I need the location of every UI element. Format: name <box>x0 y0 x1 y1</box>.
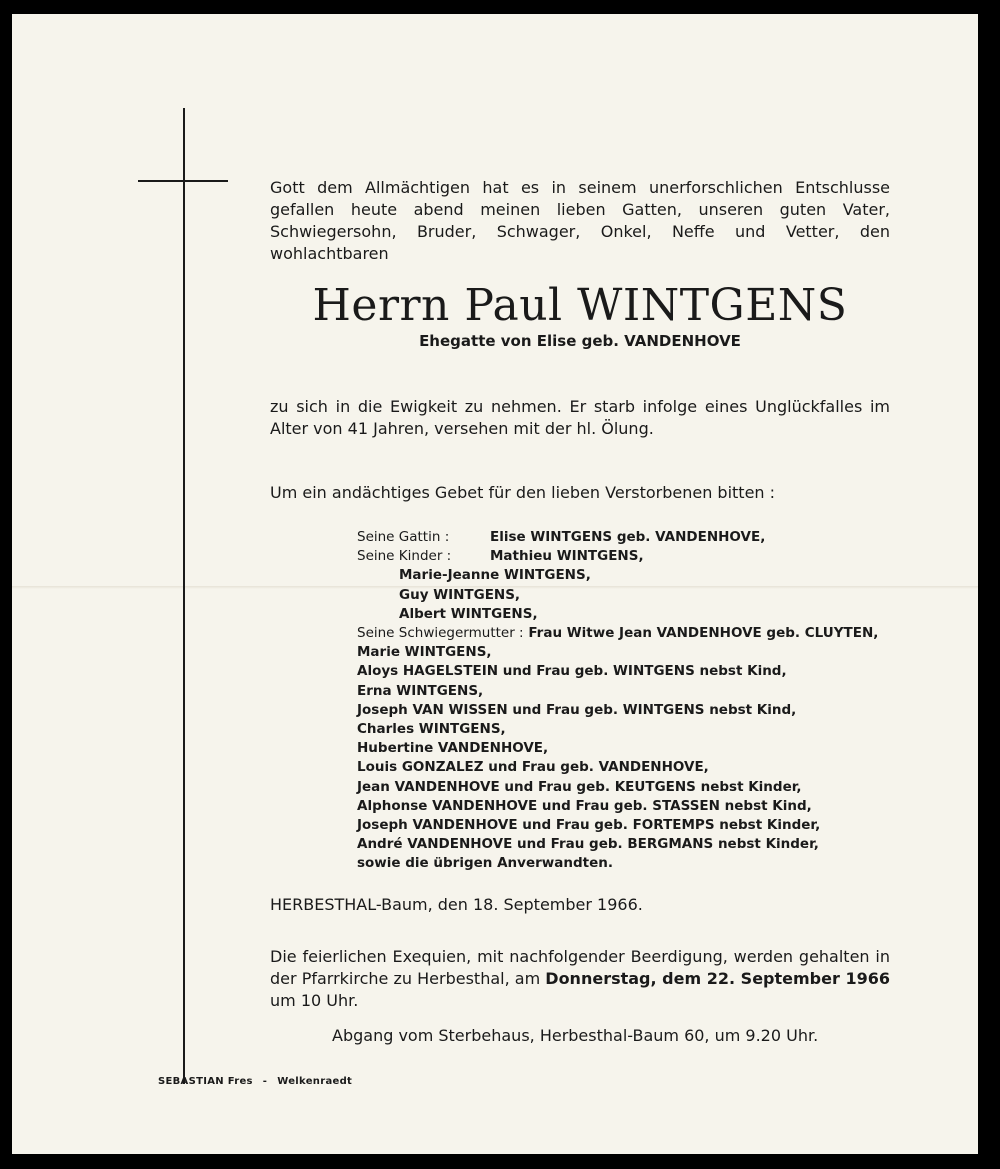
mourner-closing: sowie die übrigen Anverwandten. <box>357 855 613 872</box>
mourner-row-schwiegermutter <box>357 624 917 643</box>
cross-vertical-bar <box>183 108 185 1084</box>
mourner-relative: Hubertine VANDENHOVE, <box>357 740 549 757</box>
printer-separator: - <box>262 1076 268 1087</box>
place-date: HERBESTHAL-Baum, den 18. September 1966. <box>270 895 643 914</box>
exequien-date: Donnerstag, dem 22. September 1966 <box>545 969 891 988</box>
printer-town: Welkenraedt <box>277 1076 353 1087</box>
departure-line: Abgang vom Sterbehaus, Herbesthal-Baum 60, um 9.20 Uhr. <box>332 1026 819 1045</box>
mourner-relative: Aloys HAGELSTEIN und Frau geb. WINTGENS nebst Kind, <box>357 663 787 680</box>
mourner-label-gattin: Seine Gattin : <box>357 529 450 545</box>
mourner-relative: Jean VANDENHOVE und Frau geb. KEUTGENS nebst Kinder, <box>357 778 802 795</box>
mourner-row-gattin <box>357 528 917 547</box>
mourner-child: Marie-Jeanne WINTGENS, <box>399 567 591 584</box>
mourner-relative: Alphonse VANDENHOVE und Frau geb. STASSEN nebst Kind, <box>357 797 812 814</box>
mourner-schwiegermutter: Frau Witwe Jean VANDENHOVE geb. CLUYTEN, <box>528 625 879 642</box>
prayer-request: Um ein andächtiges Gebet für den lieben Verstorbenen bitten : <box>270 483 776 502</box>
deceased-name: Herrn Paul WINTGENS <box>312 280 848 331</box>
mourner-relative: André VANDENHOVE und Frau geb. BERGMANS nebst Kinder, <box>357 836 819 853</box>
mourner-relative: Joseph VANDENHOVE und Frau geb. FORTEMPS nebst Kinder, <box>357 817 821 834</box>
mourner-relative: Charles WINTGENS, <box>357 721 506 738</box>
cross-horizontal-bar <box>138 180 228 182</box>
exequien-time: um 10 Uhr. <box>270 991 359 1010</box>
mourner-gattin: Elise WINTGENS geb. VANDENHOVE, <box>490 529 766 545</box>
intro-paragraph: Gott dem Allmächtigen hat es in seinem unerforschlichen Entschlusse gefallen heute abend meinen lieben Gatten, unseren guten Vater, Schwiegersohn, Bruder, Schwager, Onkel, Neffe und Vetter, den wohlachtbaren <box>270 178 890 263</box>
exequien-text: Die feierlichen Exequien, mit nachfolgender Beerdigung, werden gehalten in der Pfarrkirche zu Herbesthal, am <box>270 947 890 988</box>
spouse-line: Ehegatte von Elise geb. VANDENHOVE <box>419 332 741 350</box>
mourner-child: Mathieu WINTGENS, <box>490 548 644 565</box>
printer-imprint <box>158 1076 362 1087</box>
mourner-relative: Joseph VAN WISSEN und Frau geb. WINTGENS nebst Kind, <box>357 701 797 718</box>
mourners-list <box>357 528 917 874</box>
mourner-relative: Erna WINTGENS, <box>357 682 484 699</box>
death-notice-page <box>12 14 978 1154</box>
mourner-child: Albert WINTGENS, <box>399 605 538 622</box>
printer-name: SEBASTIAN Fres <box>158 1076 253 1087</box>
mourner-relative: Louis GONZALEZ und Frau geb. VANDENHOVE, <box>357 759 709 776</box>
mourner-row-kinder <box>357 547 917 566</box>
death-paragraph: zu sich in die Ewigkeit zu nehmen. Er starb infolge eines Unglückfalles im Alter von 41 Jahren, versehen mit der hl. Ölung. <box>270 397 890 438</box>
mourner-relative: Marie WINTGENS, <box>357 644 492 661</box>
mourner-label-schwiegermutter: Seine Schwiegermutter : <box>357 625 524 642</box>
mourner-label-kinder: Seine Kinder : <box>357 548 452 565</box>
exequien-paragraph <box>270 946 890 1012</box>
mourner-child: Guy WINTGENS, <box>399 586 521 603</box>
